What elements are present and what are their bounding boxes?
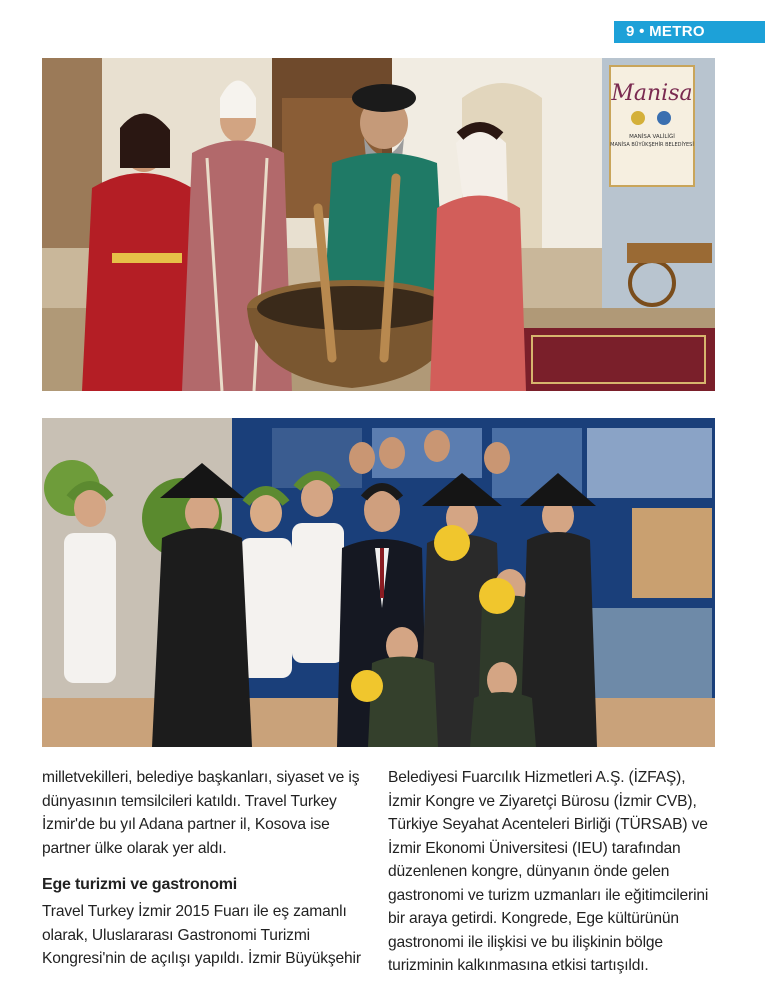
article-paragraph: Belediyesi Fuarcılık Hizmetleri A.Ş. (İZFAŞ), İzmir Kongre ve Ziyaretçi Bürosu (İzmir CVB), Türkiye Seyahat Acenteleri Birliği (TÜRSAB) ve İzmir Ekonomi Üniversitesi (IEU) tarafından düzenlenen kongre, dünyanın önde gelen gastronomi ve turizm uzmanları ile eğitimcilerini bir araya getirdi. Kongrede, Ege kültürünün gastronomi ile ilişkisi ve bu ilişkinin bölge turizminin kalkınmasına etkisi tartışıldı. (388, 769, 709, 974)
photo-group-costumes (42, 418, 715, 747)
article-column-left (42, 766, 362, 971)
article-subheading: Ege turizmi ve gastronomi (42, 876, 238, 893)
booth-sign-subtitle-1: MANİSA VALİLİĞİ (629, 134, 675, 140)
booth-sign-title: Manisa (611, 81, 693, 106)
article-paragraph: milletvekilleri, belediye başkanları, siyaset ve iş dünyasının temsilcileri katıldı. Travel Turkey İzmir'de bu yıl Adana partner il, Kosova ise partner ülke olarak yer aldı. (42, 769, 360, 857)
page-label: 9 • METRO (626, 23, 705, 40)
article-paragraph: Travel Turkey İzmir 2015 Fuarı ile eş zamanlı olarak, Uluslararası Gastronomi Turizmi Kongresi'nin de açılışı yapıldı. İzmir Büyükşehir (42, 903, 361, 967)
page-header-badge (614, 21, 765, 43)
photo-manisa-booth (42, 58, 715, 391)
article-column-right (388, 766, 718, 978)
booth-sign-subtitle-2: MANİSA BÜYÜKŞEHİR BELEDİYESİ (610, 142, 694, 148)
